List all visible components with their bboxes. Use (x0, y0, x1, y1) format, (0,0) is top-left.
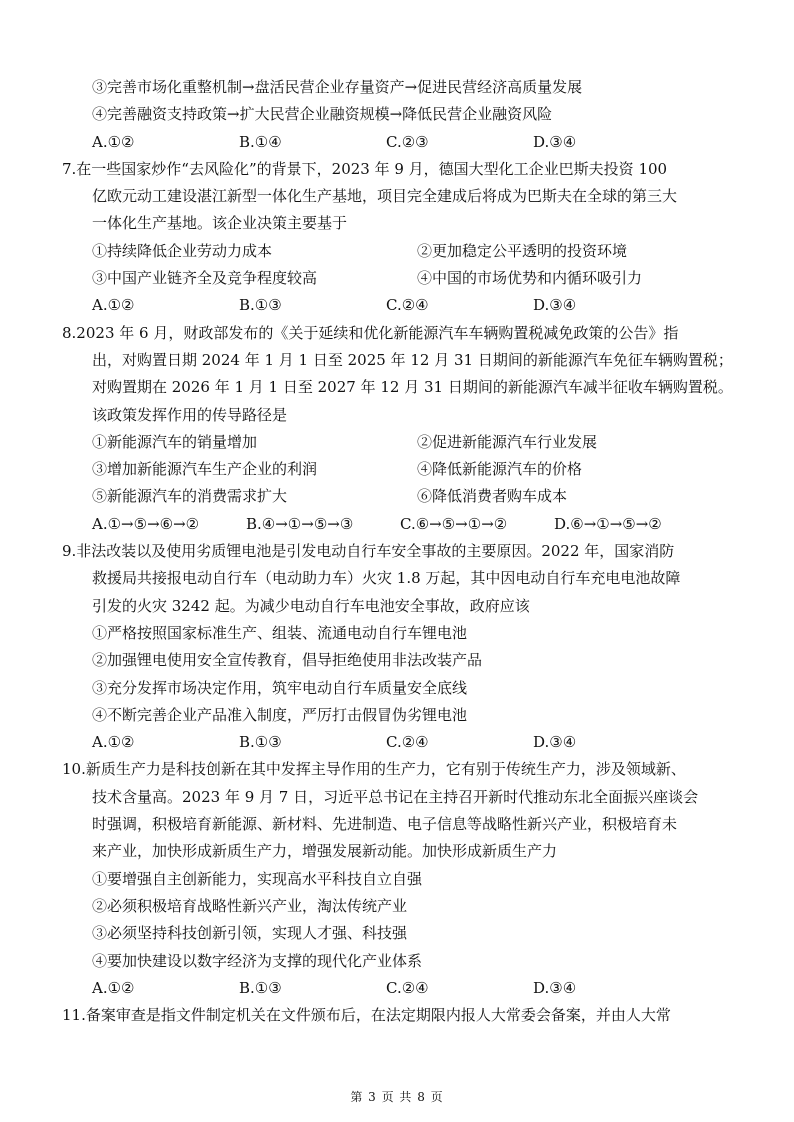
q10-stem-line-2: 技术含量高。2023 年 9 月 7 日，习近平总书记在主持召开新时代推动东北全面振兴座谈会 (92, 787, 699, 806)
q8-stem-line-4: 该政策发挥作用的传导路径是 (92, 405, 288, 424)
q10-item-1: ①要增强自主创新能力，实现高水平科技自立自强 (92, 869, 423, 888)
q9-stem-line-3: 引发的火灾 3242 起。为减少电动自行车电池安全事故，政府应该 (92, 596, 530, 615)
q10-option-b: B.①③ (239, 978, 282, 997)
q9-stem-line-2: 救援局共接报电动自行车（电动助力车）火灾 1.8 万起，其中因电动自行车充电电池故障 (92, 569, 681, 588)
q10-stem-line-1: 10.新质生产力是科技创新在其中发挥主导作用的生产力，它有别于传统生产力，涉及领域新、 (62, 760, 686, 779)
page-footer: 第 3 页 共 8 页 (350, 1090, 444, 1104)
q7-options (62, 292, 762, 319)
q7-items-row-2 (62, 265, 762, 292)
q7-stem-line-1: 7.在一些国家炒作“去风险化”的背景下，2023 年 9 月，德国大型化工企业巴斯夫投资 100 (62, 159, 668, 178)
q6-options (62, 129, 762, 156)
q8-item-1: ①新能源汽车的销量增加 (92, 432, 258, 451)
q8-stem-line-1: 8.2023 年 6 月，财政部发布的《关于延续和优化新能源汽车车辆购置税减免政策的公告》指 (62, 323, 679, 342)
q8-items-row-1 (62, 429, 762, 456)
q7-option-d: D.③④ (533, 296, 577, 315)
q9-option-b: B.①③ (239, 733, 282, 752)
q7-item-3: ③中国产业链齐全及竞争程度较高 (92, 269, 318, 288)
q7-option-a: A.①② (92, 296, 135, 315)
q8-option-b: B.④→①→⑤→③ (246, 514, 354, 533)
q10-option-a: A.①② (92, 978, 135, 997)
q8-stem-line-3: 对购置期在 2026 年 1 月 1 日至 2027 年 12 月 31 日期间的新能源汽车减半征收车辆购置税。 (92, 378, 733, 397)
q9-item-4: ④不断完善企业产品准入制度，严厉打击假冒伪劣锂电池 (92, 705, 468, 724)
q10-option-c: C.②④ (386, 978, 429, 997)
q11-stem-line-1: 11.备案审查是指文件制定机关在文件颁布后，在法定期限内报人大常委会备案，并由人大常 (62, 1006, 671, 1025)
q8-option-c: C.⑥→⑤→①→② (400, 514, 508, 533)
q10-option-d: D.③④ (533, 978, 577, 997)
q7-option-c: C.②④ (386, 296, 429, 315)
question-10 (62, 756, 762, 1002)
q7-stem-line-3: 一体化生产基地。该企业决策主要基于 (92, 214, 348, 233)
q6-item-4: ④完善融资支持政策→扩大民营企业融资规模→降低民营企业融资风险 (92, 105, 553, 124)
q6-option-b: B.①④ (239, 132, 282, 151)
q7-option-b: B.①③ (239, 296, 282, 315)
q7-items-row-1 (62, 238, 762, 265)
q8-items-row-3 (62, 483, 762, 510)
q9-item-1: ①严格按照国家标准生产、组装、流通电动自行车锂电池 (92, 623, 468, 642)
q9-options (62, 729, 762, 756)
q9-item-2: ②加强锂电使用安全宣传教育，倡导拒绝使用非法改装产品 (92, 651, 483, 670)
q8-option-d: D.⑥→①→⑤→② (554, 514, 662, 533)
q9-option-c: C.②④ (386, 733, 429, 752)
q8-item-3: ③增加新能源汽车生产企业的利润 (92, 460, 318, 479)
q8-items-row-2 (62, 456, 762, 483)
q8-option-a: A.①→⑤→⑥→② (92, 514, 200, 533)
q7-item-2: ②更加稳定公平透明的投资环境 (417, 241, 628, 260)
q8-item-4: ④降低新能源汽车的价格 (417, 460, 583, 479)
q8-stem-line-2: 出，对购置日期 2024 年 1 月 1 日至 2025 年 12 月 31 日期间的新能源汽车免征车辆购置税； (92, 350, 733, 369)
question-7 (62, 156, 762, 320)
q10-stem-line-4: 来产业，加快形成新质生产力，增强发展新动能。加快形成新质生产力 (92, 842, 558, 861)
q10-item-4: ④要加快建设以数字经济为支撑的现代化产业体系 (92, 951, 423, 970)
q8-item-6: ⑥降低消费者购车成本 (417, 487, 568, 506)
q10-item-3: ③必须坚持科技创新引领，实现人才强、科技强 (92, 924, 408, 943)
q10-stem-line-3: 时强调，积极培育新能源、新材料、先进制造、电子信息等战略性新兴产业，积极培育未 (92, 815, 678, 834)
question-11 (62, 1002, 762, 1029)
q6-option-a: A.①② (92, 132, 135, 151)
q8-options (62, 511, 762, 538)
q9-option-d: D.③④ (533, 733, 577, 752)
q7-item-1: ①持续降低企业劳动力成本 (92, 241, 273, 260)
q6-option-d: D.③④ (533, 132, 577, 151)
q8-item-5: ⑤新能源汽车的消费需求扩大 (92, 487, 288, 506)
question-9 (62, 538, 762, 756)
q9-stem-line-1: 9.非法改装以及使用劣质锂电池是引发电动自行车安全事故的主要原因。2022 年，国家消防 (62, 542, 675, 561)
q8-item-2: ②促进新能源汽车行业发展 (417, 432, 598, 451)
question-6 (62, 74, 762, 156)
q10-item-2: ②必须积极培育战略性新兴产业，淘汰传统产业 (92, 896, 408, 915)
q10-options (62, 975, 762, 1002)
q9-item-3: ③充分发挥市场决定作用，筑牢电动自行车质量安全底线 (92, 678, 468, 697)
q7-stem-line-2: 亿欧元动工建设湛江新型一体化生产基地，项目完全建成后将成为巴斯夫在全球的第三大 (92, 187, 678, 206)
q6-item-3: ③完善市场化重整机制→盘活民营企业存量资产→促进民营经济高质量发展 (92, 78, 583, 96)
page-content (62, 74, 762, 1029)
q9-option-a: A.①② (92, 733, 135, 752)
q7-item-4: ④中国的市场优势和内循环吸引力 (417, 269, 643, 288)
question-8 (62, 320, 762, 538)
q6-option-c: C.②③ (386, 132, 429, 151)
